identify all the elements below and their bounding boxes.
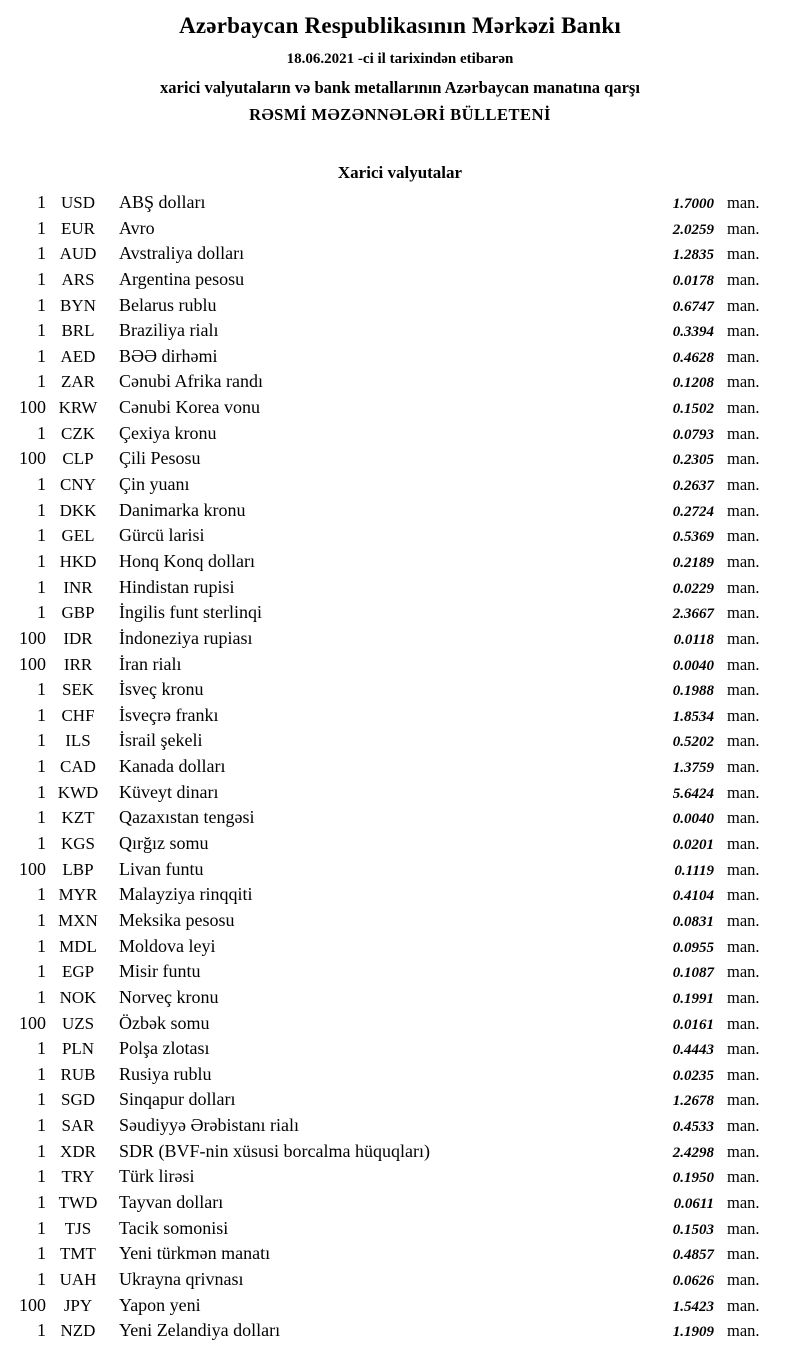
rate-unit: man. bbox=[727, 910, 760, 930]
rate-unit: man. bbox=[727, 936, 760, 956]
rate-value: 0.0040 bbox=[672, 657, 714, 674]
currency-name: Yeni türkmən manatı bbox=[119, 1243, 271, 1264]
rate-value: 0.4857 bbox=[672, 1247, 714, 1264]
currency-name: İsrail şekeli bbox=[119, 730, 203, 751]
currency-code: RUB bbox=[60, 1064, 96, 1084]
currency-name: İsveçrə frankı bbox=[119, 704, 219, 725]
rate-unit: man. bbox=[727, 654, 760, 674]
scope-line: xarici valyutaların və bank metallarının Azərbaycan manatına qarşı bbox=[160, 78, 640, 97]
currency-code: IDR bbox=[63, 628, 93, 648]
rate-unit: man. bbox=[727, 244, 760, 264]
currency-code: MXN bbox=[58, 910, 98, 930]
currency-name: Qırğız somu bbox=[119, 833, 209, 854]
rate-quantity: 1 bbox=[37, 935, 46, 956]
rate-quantity: 1 bbox=[37, 1038, 46, 1059]
currency-code: ZAR bbox=[61, 372, 95, 392]
rate-unit: man. bbox=[727, 1013, 760, 1033]
currency-name: Çili Pesosu bbox=[119, 448, 201, 469]
table-row bbox=[0, 908, 770, 934]
table-row bbox=[0, 805, 770, 831]
currency-code: ILS bbox=[65, 731, 91, 751]
currency-code: USD bbox=[60, 193, 95, 212]
table-row bbox=[0, 1113, 770, 1139]
rate-quantity: 1 bbox=[37, 345, 46, 366]
effective-date-line: 18.06.2021 -ci il tarixindən etibarən bbox=[286, 51, 514, 67]
table-row bbox=[0, 498, 770, 524]
rate-value: 0.1502 bbox=[672, 401, 714, 418]
table-row bbox=[0, 1139, 770, 1165]
rate-value: 0.0611 bbox=[673, 1195, 714, 1212]
rate-unit: man. bbox=[727, 577, 760, 597]
rate-unit: man. bbox=[727, 680, 760, 700]
currency-name: Türk lirəsi bbox=[119, 1166, 195, 1187]
currency-name: Hindistan rupisi bbox=[119, 576, 235, 597]
currency-name: SDR (BVF-nin xüsusi borcalma hüquqları) bbox=[119, 1140, 430, 1161]
table-row bbox=[0, 728, 770, 754]
table-row bbox=[0, 831, 770, 857]
rate-unit: man. bbox=[727, 603, 760, 623]
table-row bbox=[0, 216, 770, 242]
currency-code: PLN bbox=[61, 1039, 95, 1059]
rate-quantity: 100 bbox=[19, 397, 46, 418]
table-row bbox=[0, 857, 770, 883]
table-row bbox=[0, 293, 770, 319]
currency-name: ABŞ dolları bbox=[119, 192, 206, 212]
rate-quantity: 1 bbox=[37, 371, 46, 392]
rate-value: 0.4443 bbox=[672, 1042, 714, 1059]
currency-name: İngilis funt sterlinqi bbox=[119, 602, 262, 623]
rate-value: 1.1909 bbox=[672, 1324, 714, 1341]
rate-unit: man. bbox=[727, 1269, 760, 1289]
currency-name: Çexiya kronu bbox=[119, 422, 217, 443]
currency-code: BRL bbox=[61, 321, 95, 341]
rate-quantity: 1 bbox=[37, 474, 46, 495]
rate-unit: man. bbox=[727, 295, 760, 315]
rate-quantity: 1 bbox=[37, 1320, 46, 1341]
rate-value: 1.2678 bbox=[672, 1093, 714, 1110]
rate-quantity: 1 bbox=[37, 525, 46, 546]
rate-unit: man. bbox=[727, 1192, 760, 1212]
rate-value: 0.0161 bbox=[672, 1016, 714, 1033]
rate-value: 1.5423 bbox=[672, 1298, 714, 1315]
table-row bbox=[0, 472, 770, 498]
currency-code: HKD bbox=[59, 551, 97, 571]
rate-value: 0.0229 bbox=[672, 580, 714, 597]
table-row bbox=[0, 395, 770, 421]
currency-name: Moldova leyi bbox=[119, 935, 216, 956]
rate-unit: man. bbox=[727, 269, 760, 289]
rate-value: 0.1208 bbox=[672, 375, 714, 392]
currency-code: KWD bbox=[57, 782, 99, 802]
rate-unit: man. bbox=[727, 321, 760, 341]
currency-name: Meksika pesosu bbox=[119, 909, 235, 930]
rate-value: 0.3394 bbox=[672, 324, 714, 341]
table-row bbox=[0, 959, 770, 985]
table-row bbox=[0, 421, 770, 447]
table-row bbox=[0, 1164, 770, 1190]
currency-code: MYR bbox=[58, 885, 98, 905]
rate-quantity: 1 bbox=[37, 679, 46, 700]
currency-name: Avstraliya dolları bbox=[119, 243, 245, 264]
rate-quantity: 1 bbox=[37, 243, 46, 264]
currency-name: Cənubi Afrika randı bbox=[119, 371, 263, 392]
currency-name: Braziliya rialı bbox=[119, 320, 219, 341]
currency-code: EGP bbox=[61, 962, 95, 982]
table-row bbox=[0, 600, 770, 626]
rate-quantity: 1 bbox=[37, 986, 46, 1007]
currency-name: Qazaxıstan tengəsi bbox=[119, 807, 255, 828]
rate-quantity: 1 bbox=[37, 1089, 46, 1110]
rate-value: 0.1503 bbox=[672, 1221, 714, 1238]
rate-quantity: 100 bbox=[19, 448, 46, 469]
rate-unit: man. bbox=[727, 834, 760, 854]
currency-name: Səudiyyə Ərəbistanı rialı bbox=[119, 1115, 299, 1136]
rate-quantity: 1 bbox=[37, 217, 46, 238]
rate-value: 0.4533 bbox=[672, 1119, 714, 1136]
table-row bbox=[0, 523, 770, 549]
rate-unit: man. bbox=[727, 526, 760, 546]
table-row bbox=[0, 882, 770, 908]
rate-quantity: 1 bbox=[37, 550, 46, 571]
currency-name: Özbək somu bbox=[119, 1012, 210, 1033]
table-row bbox=[0, 344, 770, 370]
currency-name: Polşa zlotası bbox=[119, 1038, 210, 1059]
rate-quantity: 1 bbox=[37, 499, 46, 520]
currency-code: LBP bbox=[62, 859, 94, 879]
rate-unit: man. bbox=[727, 757, 760, 777]
table-row bbox=[0, 1318, 770, 1344]
currency-code: CHF bbox=[61, 705, 95, 725]
rate-quantity: 1 bbox=[37, 294, 46, 315]
rate-quantity: 1 bbox=[37, 704, 46, 725]
table-row bbox=[0, 703, 770, 729]
currency-code: CZK bbox=[61, 423, 95, 443]
rate-quantity: 1 bbox=[37, 807, 46, 828]
rate-value: 0.5369 bbox=[672, 529, 714, 546]
rate-unit: man. bbox=[727, 705, 760, 725]
rate-quantity: 1 bbox=[37, 730, 46, 751]
rate-value: 0.1950 bbox=[672, 1170, 714, 1187]
rate-unit: man. bbox=[727, 398, 760, 418]
currency-code: UAH bbox=[59, 1269, 97, 1289]
currency-code: TRY bbox=[61, 1167, 95, 1187]
rate-quantity: 100 bbox=[19, 858, 46, 879]
rate-value: 0.1087 bbox=[672, 965, 714, 982]
rate-unit: man. bbox=[727, 885, 760, 905]
rate-value: 0.1119 bbox=[674, 862, 714, 879]
currency-code: CAD bbox=[60, 757, 96, 777]
table-row bbox=[0, 190, 770, 216]
rate-quantity: 1 bbox=[37, 1140, 46, 1161]
rate-value: 0.1988 bbox=[672, 683, 714, 700]
table-row bbox=[0, 934, 770, 960]
currency-code: KZT bbox=[61, 808, 95, 828]
rate-quantity: 1 bbox=[37, 833, 46, 854]
rate-unit: man. bbox=[727, 1064, 760, 1084]
table-row bbox=[0, 318, 770, 344]
currency-code: CLP bbox=[62, 449, 94, 469]
table-row bbox=[0, 1216, 770, 1242]
currency-code: BYN bbox=[60, 295, 96, 315]
currency-code: MDL bbox=[59, 936, 97, 956]
currency-name: Tacik somonisi bbox=[119, 1217, 229, 1238]
table-row bbox=[0, 652, 770, 678]
bulletin-title: RƏSMİ MƏZƏNNƏLƏRİ BÜLLETENİ bbox=[249, 105, 551, 124]
rate-value: 0.0201 bbox=[672, 837, 714, 854]
currency-code: AED bbox=[60, 346, 96, 366]
currency-name: Ukrayna qrivnası bbox=[119, 1268, 244, 1289]
rate-unit: man. bbox=[727, 193, 760, 212]
rate-unit: man. bbox=[727, 1039, 760, 1059]
rate-value: 0.2189 bbox=[672, 554, 714, 571]
rate-value: 0.5202 bbox=[672, 734, 714, 751]
currency-name: İran rialı bbox=[119, 653, 182, 674]
rate-quantity: 1 bbox=[37, 1191, 46, 1212]
rate-quantity: 1 bbox=[37, 1115, 46, 1136]
rate-unit: man. bbox=[727, 628, 760, 648]
rate-quantity: 1 bbox=[37, 756, 46, 777]
rate-unit: man. bbox=[727, 1295, 760, 1315]
rate-quantity: 1 bbox=[37, 1063, 46, 1084]
rate-value: 0.2724 bbox=[672, 503, 714, 520]
rate-unit: man. bbox=[727, 1141, 760, 1161]
rate-unit: man. bbox=[727, 500, 760, 520]
rate-value: 0.4104 bbox=[672, 888, 714, 905]
rate-value: 5.6424 bbox=[672, 785, 714, 802]
currency-name: Danimarka kronu bbox=[119, 499, 246, 520]
rate-quantity: 1 bbox=[37, 268, 46, 289]
rate-value: 1.8534 bbox=[672, 708, 714, 725]
currency-name: İndoneziya rupiası bbox=[119, 627, 253, 648]
currency-code: ARS bbox=[61, 269, 95, 289]
table-row bbox=[0, 1062, 770, 1088]
rate-unit: man. bbox=[727, 808, 760, 828]
table-row bbox=[0, 677, 770, 703]
table-row bbox=[0, 626, 770, 652]
section-title-foreign-currencies: Xarici valyutalar bbox=[337, 163, 463, 182]
currency-code: UZS bbox=[61, 1013, 95, 1033]
currency-name: Çin yuanı bbox=[119, 474, 190, 495]
rate-unit: man. bbox=[727, 218, 760, 238]
rate-value: 0.0793 bbox=[672, 426, 714, 443]
rate-value: 0.2637 bbox=[672, 478, 714, 495]
rate-quantity: 100 bbox=[19, 627, 46, 648]
currency-code: CNY bbox=[60, 475, 96, 495]
table-row bbox=[0, 1293, 770, 1319]
currency-code: NOK bbox=[59, 987, 97, 1007]
rate-unit: man. bbox=[727, 731, 760, 751]
currency-name: Honq Konq dolları bbox=[119, 550, 255, 571]
rate-value: 0.0118 bbox=[673, 631, 714, 648]
rate-unit: man. bbox=[727, 423, 760, 443]
currency-code: AUD bbox=[59, 244, 97, 264]
rate-unit: man. bbox=[727, 782, 760, 802]
currency-name: Livan funtu bbox=[119, 858, 204, 879]
rate-quantity: 1 bbox=[37, 884, 46, 905]
rate-unit: man. bbox=[727, 962, 760, 982]
currency-code: INR bbox=[63, 577, 93, 597]
rate-unit: man. bbox=[727, 372, 760, 392]
rate-quantity: 1 bbox=[37, 576, 46, 597]
rate-quantity: 1 bbox=[37, 1217, 46, 1238]
rate-value: 0.0955 bbox=[672, 939, 714, 956]
rate-quantity: 1 bbox=[37, 1268, 46, 1289]
rate-unit: man. bbox=[727, 346, 760, 366]
rate-quantity: 1 bbox=[37, 1243, 46, 1264]
rate-value: 2.3667 bbox=[672, 606, 714, 623]
rate-quantity: 1 bbox=[37, 909, 46, 930]
rate-value: 1.7000 bbox=[672, 196, 714, 212]
currency-code: KGS bbox=[60, 834, 95, 854]
currency-name: Gürcü larisi bbox=[119, 525, 205, 546]
rate-quantity: 1 bbox=[37, 422, 46, 443]
rate-value: 0.6747 bbox=[672, 298, 714, 315]
bulletin-header bbox=[0, 0, 800, 125]
rate-unit: man. bbox=[727, 1218, 760, 1238]
rate-unit: man. bbox=[727, 1321, 760, 1341]
rate-value: 0.0040 bbox=[672, 811, 714, 828]
rate-unit: man. bbox=[727, 449, 760, 469]
rate-unit: man. bbox=[727, 1167, 760, 1187]
currency-name: Sinqapur dolları bbox=[119, 1089, 236, 1110]
currency-name: Tayvan dolları bbox=[119, 1191, 224, 1212]
currency-code: SEK bbox=[61, 680, 95, 700]
table-row bbox=[0, 1087, 770, 1113]
currency-name: Küveyt dinarı bbox=[119, 781, 219, 802]
table-row bbox=[0, 446, 770, 472]
rate-value: 2.4298 bbox=[672, 1144, 714, 1161]
table-row bbox=[0, 1011, 770, 1037]
currency-code: SGD bbox=[60, 1090, 95, 1110]
table-row bbox=[0, 1036, 770, 1062]
currency-code: SAR bbox=[61, 1116, 95, 1136]
table-row bbox=[0, 1190, 770, 1216]
table-row bbox=[0, 754, 770, 780]
rate-unit: man. bbox=[727, 1090, 760, 1110]
table-row bbox=[0, 1241, 770, 1267]
table-row bbox=[0, 267, 770, 293]
rate-unit: man. bbox=[727, 1116, 760, 1136]
currency-name: Misir funtu bbox=[119, 961, 201, 982]
rate-unit: man. bbox=[727, 987, 760, 1007]
table-row bbox=[0, 575, 770, 601]
currency-name: Argentina pesosu bbox=[119, 268, 245, 289]
currency-code: GEL bbox=[61, 526, 95, 546]
rates-table bbox=[0, 190, 800, 1344]
currency-code: NZD bbox=[60, 1321, 96, 1341]
rate-quantity: 1 bbox=[37, 192, 46, 212]
currency-name: Norveç kronu bbox=[119, 986, 219, 1007]
currency-code: TJS bbox=[64, 1218, 92, 1238]
rate-quantity: 1 bbox=[37, 961, 46, 982]
currency-name: Kanada dolları bbox=[119, 756, 226, 777]
currency-name: Yeni Zelandiya dolları bbox=[119, 1320, 281, 1341]
currency-code: TWD bbox=[58, 1192, 98, 1212]
currency-name: BƏƏ dirhəmi bbox=[119, 345, 218, 366]
currency-name: Rusiya rublu bbox=[119, 1063, 212, 1084]
bank-title: Azərbaycan Respublikasının Mərkəzi Bankı bbox=[179, 13, 621, 38]
table-row bbox=[0, 780, 770, 806]
rate-value: 0.0831 bbox=[672, 913, 714, 930]
table-row bbox=[0, 241, 770, 267]
table-row bbox=[0, 985, 770, 1011]
rate-quantity: 100 bbox=[19, 1294, 46, 1315]
currency-name: Cənubi Korea vonu bbox=[119, 397, 260, 418]
rate-value: 2.0259 bbox=[672, 221, 714, 238]
rate-value: 0.0235 bbox=[672, 1067, 714, 1084]
currency-code: KRW bbox=[58, 398, 98, 418]
currency-name: Malayziya rinqqiti bbox=[119, 884, 253, 905]
currency-code: TMT bbox=[60, 1244, 96, 1264]
currency-name: Avro bbox=[119, 217, 155, 238]
rate-unit: man. bbox=[727, 475, 760, 495]
currency-name: Yapon yeni bbox=[119, 1294, 201, 1315]
rate-value: 1.3759 bbox=[672, 760, 714, 777]
rate-value: 0.0178 bbox=[672, 272, 714, 289]
currency-code: XDR bbox=[60, 1141, 96, 1161]
rate-quantity: 100 bbox=[19, 653, 46, 674]
rate-quantity: 1 bbox=[37, 320, 46, 341]
currency-code: EUR bbox=[61, 218, 95, 238]
rate-unit: man. bbox=[727, 551, 760, 571]
currency-code: GBP bbox=[61, 603, 95, 623]
currency-code: JPY bbox=[63, 1295, 93, 1315]
rate-value: 0.1991 bbox=[672, 990, 714, 1007]
rate-value: 0.2305 bbox=[672, 452, 714, 469]
currency-name: İsveç kronu bbox=[119, 679, 204, 700]
table-row bbox=[0, 1267, 770, 1293]
rate-value: 0.0626 bbox=[672, 1272, 714, 1289]
currency-code: DKK bbox=[59, 500, 97, 520]
rate-unit: man. bbox=[727, 859, 760, 879]
table-row bbox=[0, 369, 770, 395]
rate-quantity: 1 bbox=[37, 781, 46, 802]
rate-quantity: 1 bbox=[37, 1166, 46, 1187]
currency-code: IRR bbox=[63, 654, 93, 674]
rate-quantity: 1 bbox=[37, 602, 46, 623]
rate-value: 1.2835 bbox=[672, 247, 714, 264]
table-row bbox=[0, 549, 770, 575]
currency-name: Belarus rublu bbox=[119, 294, 217, 315]
rate-unit: man. bbox=[727, 1244, 760, 1264]
rate-quantity: 100 bbox=[19, 1012, 46, 1033]
rate-value: 0.4628 bbox=[672, 349, 714, 366]
